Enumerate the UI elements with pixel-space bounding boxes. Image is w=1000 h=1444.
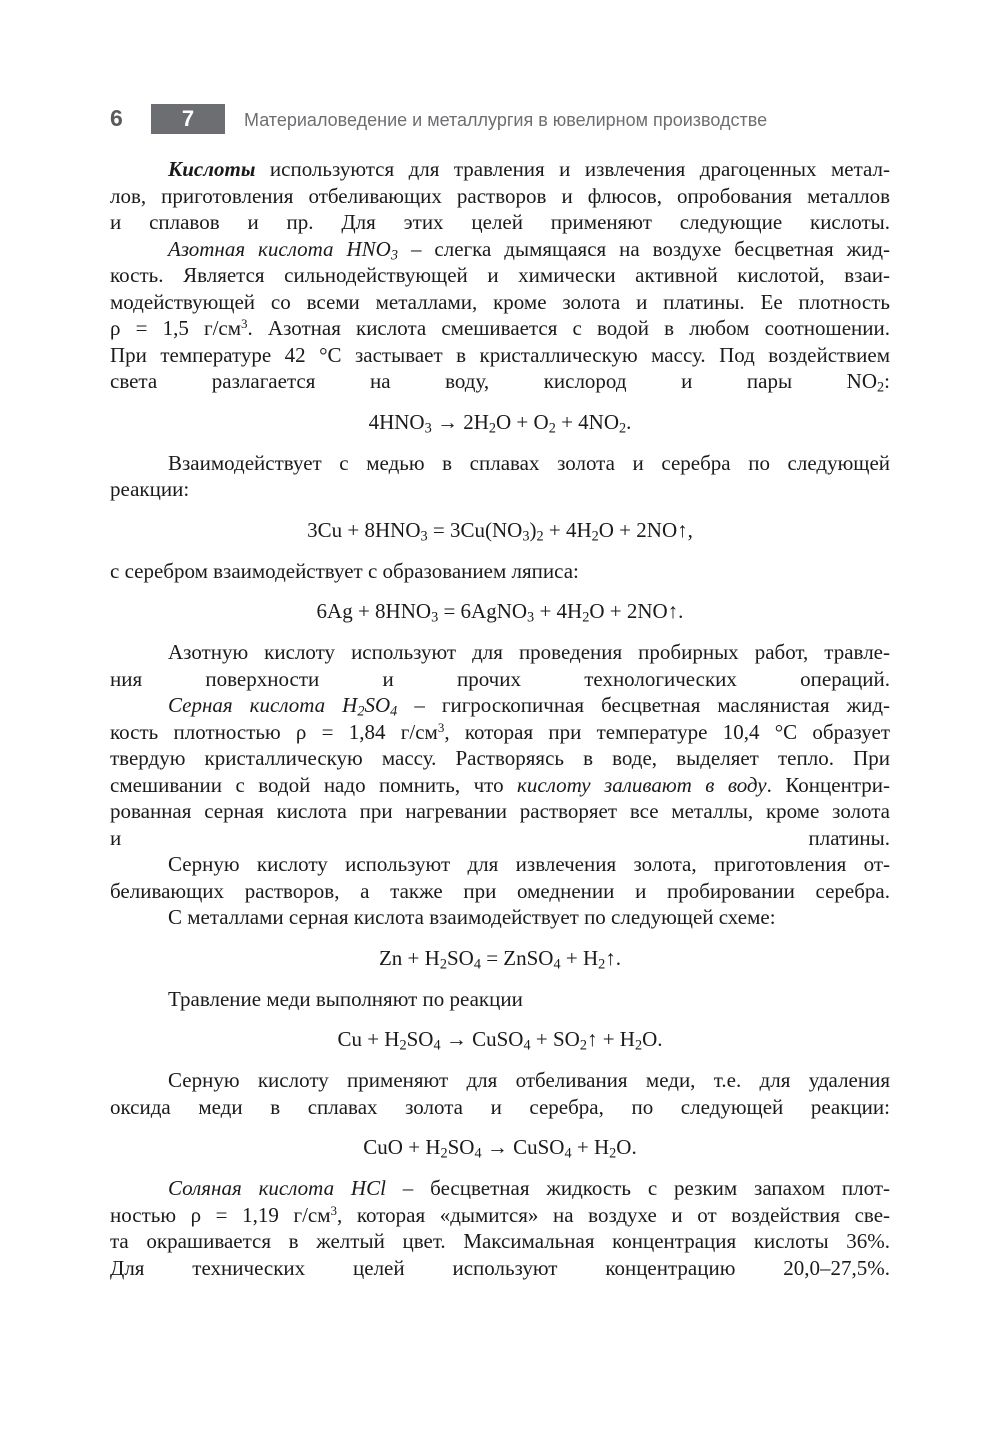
equation-copper-sulfuric: $Cu + H_2SO_4$ → CuSO$_4$ + $SO_2↑ + H_2O$. xyxy=(337,1027,663,1054)
paragraph-sulfuric-usage: Серную кислоту используют для извлечения золота, приготовления от- беливающих растворов, а также при омеднении и пробировании серебра. xyxy=(110,852,890,903)
paragraph-nitric-acid: Азотная кислота $HNO_3$ – слегка дымящаяся на воздухе бесцветная жид- кость. Является сильнодействующей и химически активной кислотой, взаи- модействующей со всеми металлами, кроме золота и платины. Ее плотность ρ = 1,5 $г/см^3$. Азотная кислота смешивается с водой в любом соотношении. При температуре 42 °С застывает в кристаллическую массу. Под воздействием света разлагается на воду, кислород и пары $NO_2$: xyxy=(110,236,891,396)
equation-copper-oxide: CuO + $H_2SO_4$ → CuSO$_4$ + $H_2O$. xyxy=(363,1135,637,1162)
emphasis-acid-into-water: кислоту заливают в воду xyxy=(517,772,767,797)
paragraph-silver-reaction: с серебром взаимодействует с образованием ляписа: xyxy=(110,558,579,583)
term-hydrochloric-acid: Соляная кислота HCl xyxy=(168,1176,386,1200)
equation-silver-nitric: $6Ag + 8HNO_3$ = 6AgNO$_3$ + $4H_2O$ + 2NO↑. xyxy=(316,599,684,626)
equation-copper-nitric: $3Cu + 8HNO_3 = 3Cu(NO_3)_2 + 4H_2O$ + 2NO↑, xyxy=(307,517,693,545)
paragraph-copper-etching: Травление меди выполняют по реакции xyxy=(168,986,523,1011)
term-acids: Кислоты xyxy=(168,157,256,181)
page-header xyxy=(110,104,890,134)
equation-nitric-decomposition: $4HNO_3 \to 2H_2O + O_2 + 4NO_2$. xyxy=(368,409,632,437)
equation-zinc-sulfuric: $Zn + H_2SO_4$ = ZnSO$_4$ + $H_2↑$. xyxy=(378,945,622,973)
paragraph-copper-bleaching: Серную кислоту применяют для отбеливания меди, т.е. для удаления оксида меди в сплавах золота и серебра, по следующей реакции: xyxy=(110,1068,890,1119)
page-body xyxy=(110,156,890,1281)
paragraph-copper-reaction: Взаимодействует с медью в сплавах золота и серебра по следующей реакции: xyxy=(110,450,890,501)
paragraph-acids-intro: Кислоты используются для травления и извлечения драгоценных метал- лов, приготовления отбеливающих растворов и флюсов, опробования металлов и сплавов и пр. Для этих целей применяют следующие кислоты. xyxy=(110,157,890,234)
term-sulfuric-acid: Серная кислота $H_2SO_4$ xyxy=(168,693,398,720)
chapter-badge: 7 xyxy=(151,104,225,134)
page-number: 6 xyxy=(110,105,123,131)
term-nitric-acid: Азотная кислота $HNO_3$ xyxy=(168,236,398,264)
paragraph-sulfuric-acid: Серная кислота $H_2SO_4$ – гигроскопичная бесцветная маслянистая жид- кость плотностью ρ = 1,84 $г/см^3$, которая при температуре 10,4 °С образует твердую кристаллическую массу. Растворяясь в воде, выделяет тепло. При смешивании с водой надо помнить, что кислоту заливают в воду. Концентри- рованная серная кислота при нагревании растворяет все металлы, кроме золота и платины. xyxy=(110,693,890,850)
paragraph-hydrochloric-acid: Соляная кислота HCl – бесцветная жидкость с резким запахом плот- ностью ρ = 1,19 $г/см^3$, которая «дымится» на воздухе и от воздействия све- та окрашивается в желтый цвет. Максимальная концентрация кислоты 36%. Для технических целей используют концентрацию 20,0–27,5%. xyxy=(110,1176,891,1280)
running-title: Материаловедение и металлургия в ювелирном производстве xyxy=(244,110,768,130)
paragraph-nitric-usage: Азотную кислоту используют для проведения пробирных работ, травле- ния поверхности и прочих технологических операций. xyxy=(110,640,890,691)
paragraph-sulfuric-metals: С металлами серная кислота взаимодействует по следующей схеме: xyxy=(168,905,776,929)
